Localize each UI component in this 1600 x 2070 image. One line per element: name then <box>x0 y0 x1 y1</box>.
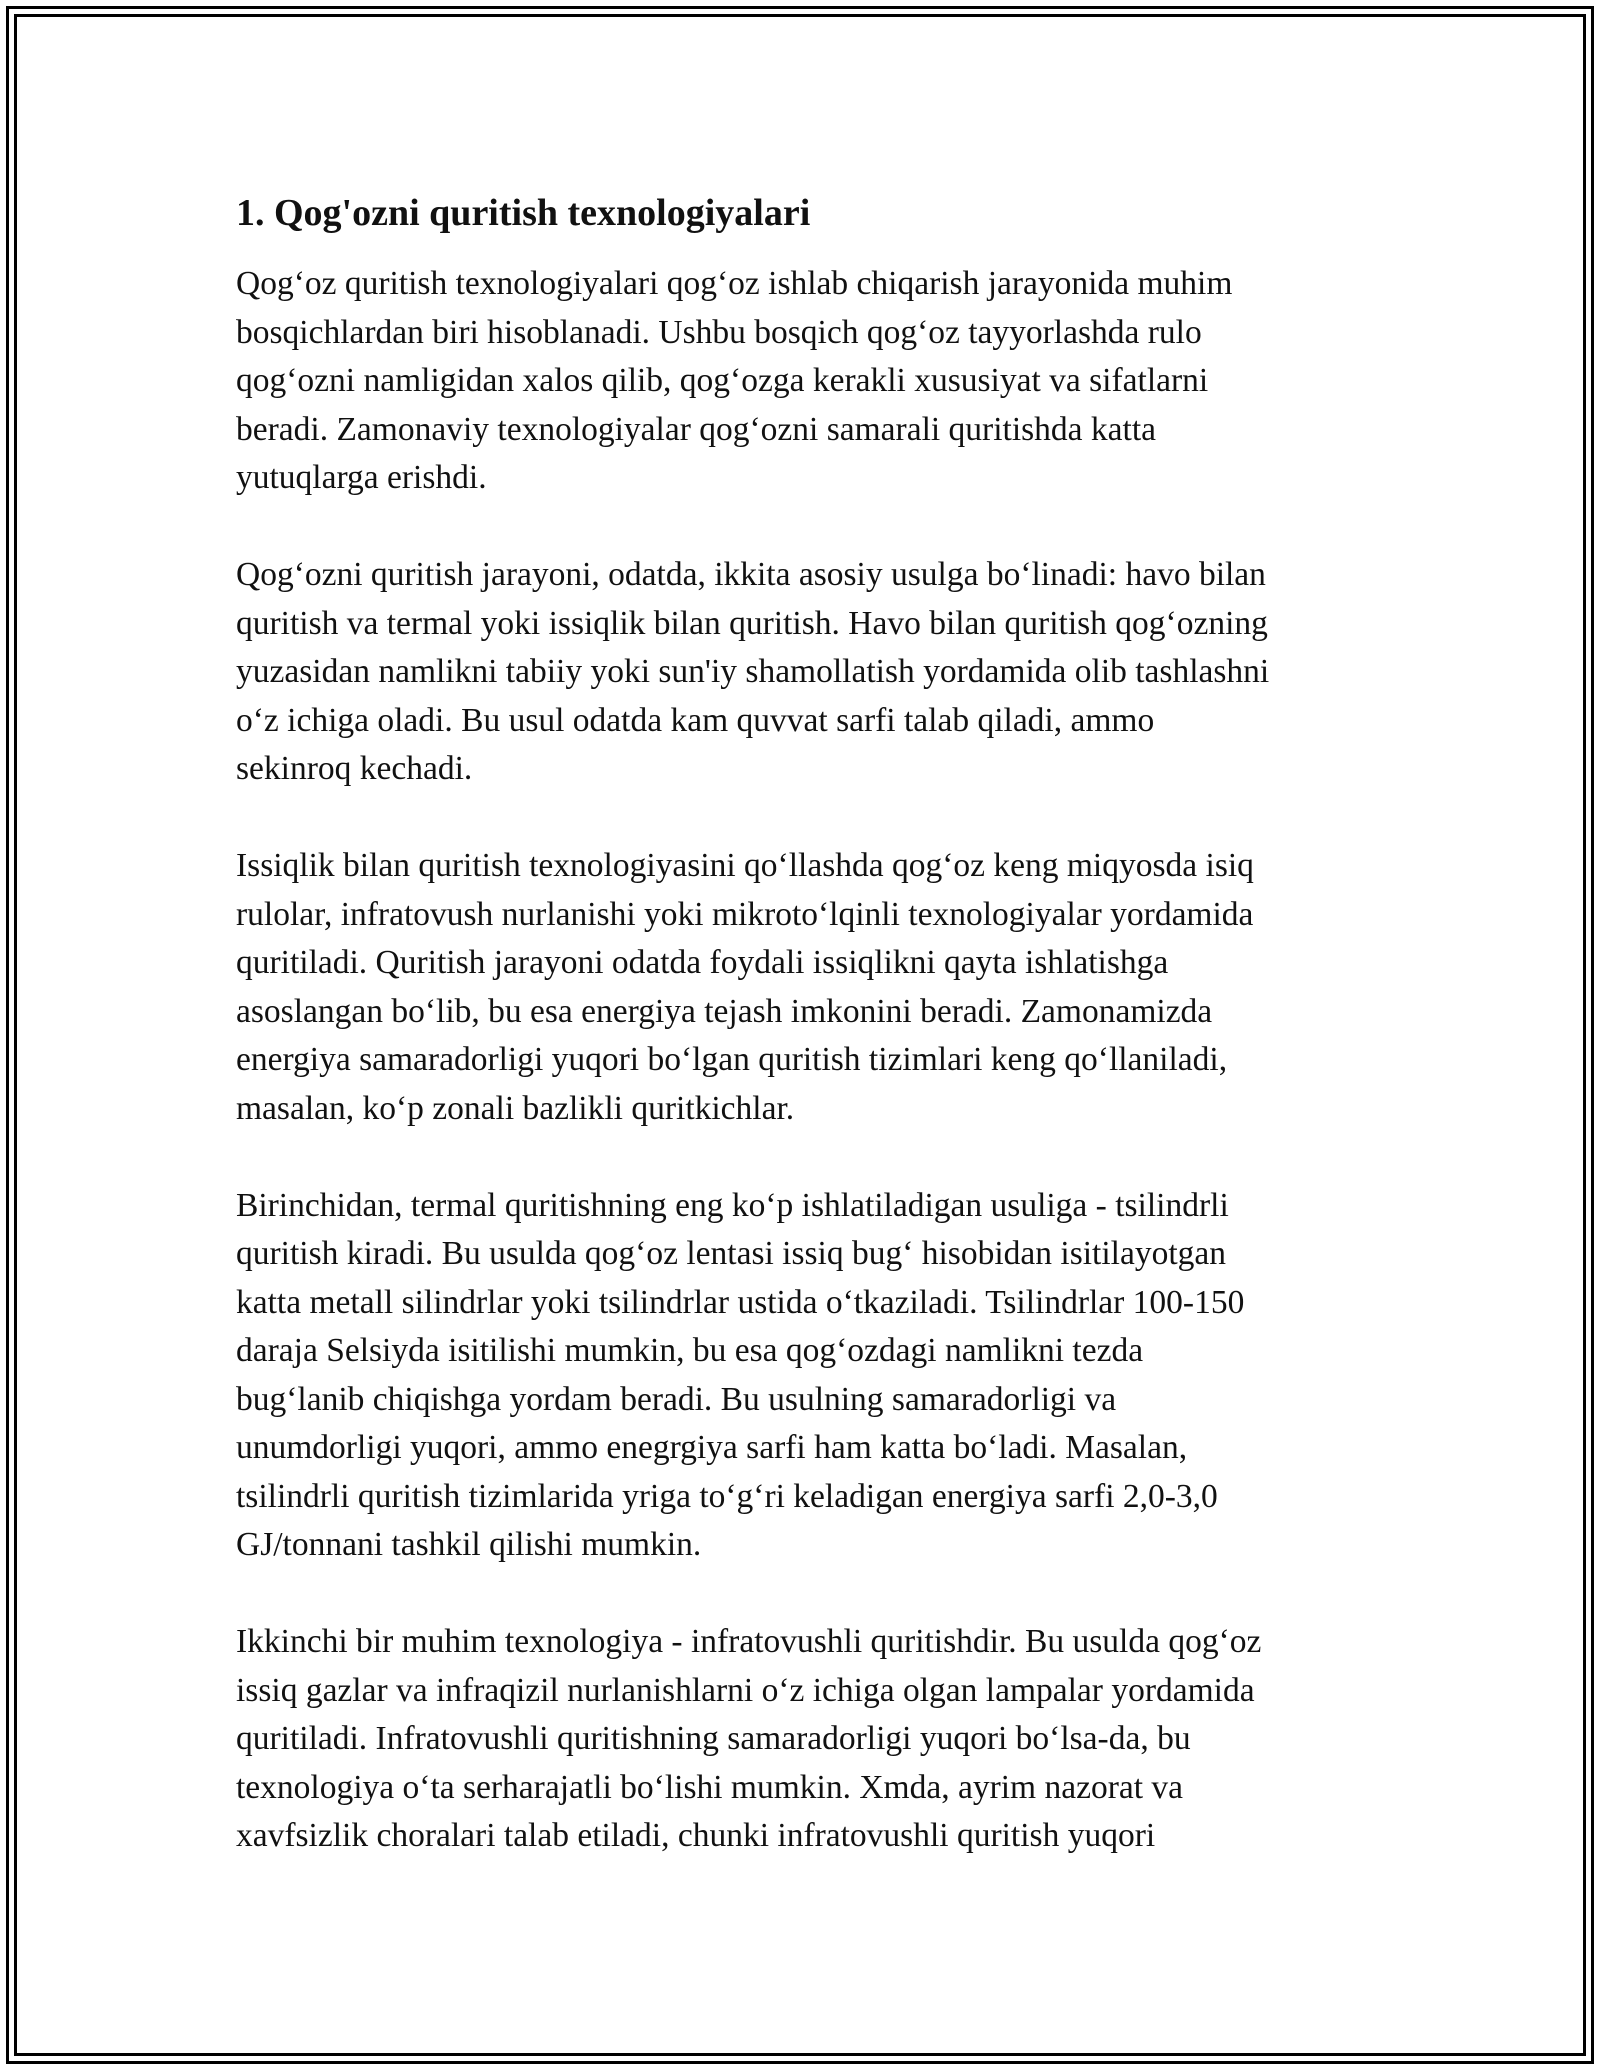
text-line: sekinroq kechadi. <box>236 750 473 787</box>
text-line: qog‘ozni namligidan xalos qilib, qog‘ozga kerakli xususiyat va sifatlarni <box>236 362 1209 399</box>
document-body <box>236 186 1381 1909</box>
text-line: asoslangan bo‘lib, bu esa energiya tejash imkonini beradi. Zamonamizda <box>236 992 1213 1030</box>
section-heading: 1. Qog'ozni quritish texnologiyalari <box>236 192 811 234</box>
text-line: beradi. Zamonaviy texnologiyalar qog‘ozni samarali quritishda katta <box>236 410 1157 448</box>
text-line: yuzasidan namlikni tabiiy yoki sun'iy shamollatish yordamida olib tashlashni <box>236 653 1270 690</box>
text-line: tsilindrli quritish tizimlarida yriga to‘g‘ri keladigan energiya sarfi 2,0-3,0 <box>236 1477 1218 1515</box>
text-line: bosqichlardan biri hisoblanadi. Ushbu bosqich qog‘oz tayyorlashda rulo <box>236 313 1202 351</box>
text-line: Qog‘ozni quritish jarayoni, odatda, ikkita asosiy usulga bo‘linadi: havo bilan <box>236 556 1266 593</box>
paragraph-1 <box>236 260 1381 503</box>
text-line: katta metall silindrlar yoki tsilindrlar ustida o‘tkaziladi. Tsilindrlar 100-150 <box>236 1283 1245 1321</box>
text-line: texnologiya o‘ta serharajatli bo‘lishi mumkin. Xmda, ayrim nazorat va <box>236 1768 1184 1806</box>
text-line: rulolar, infratovush nurlanishi yoki mikroto‘lqinli texnologiyalar yordamida <box>236 895 1254 933</box>
text-line: masalan, ko‘p zonali bazlikli quritkichlar. <box>236 1089 795 1127</box>
text-line: xavfsizlik choralari talab etiladi, chunki infratovushli quritish yuqori <box>236 1817 1156 1854</box>
text-line: quritish kiradi. Bu usulda qog‘oz lentasi issiq bug‘ hisobidan isitilayotgan <box>236 1235 1227 1272</box>
text-line: GJ/tonnani tashkil qilishi mumkin. <box>236 1526 702 1563</box>
text-line: Issiqlik bilan quritish texnologiyasini qo‘llashda qog‘oz keng miqyosda isiq <box>236 847 1254 884</box>
paragraph-5 <box>236 1618 1381 1861</box>
text-line: Ikkinchi bir muhim texnologiya - infratovushli quritishdir. Bu usulda qog‘oz <box>236 1623 1262 1660</box>
text-line: Birinchidan, termal quritishning eng ko‘p ishlatiladigan usuliga - tsilindrli <box>236 1186 1229 1224</box>
text-line: yutuqlarga erishdi. <box>236 459 487 496</box>
text-line: issiq gazlar va infraqizil nurlanishlarni o‘z ichiga olgan lampalar yordamida <box>236 1671 1255 1709</box>
text-line: quritish va termal yoki issiqlik bilan quritish. Havo bilan quritish qog‘ozning <box>236 604 1268 642</box>
text-line: quritiladi. Quritish jarayoni odatda foydali issiqlikni qayta ishlatishga <box>236 944 1169 981</box>
text-line: o‘z ichiga oladi. Bu usul odatda kam quvvat sarfi talab qiladi, ammo <box>236 701 1155 739</box>
paragraph-4 <box>236 1182 1381 1570</box>
text-line: bug‘lanib chiqishga yordam beradi. Bu usulning samaradorligi va <box>236 1380 1117 1418</box>
text-line: unumdorligi yuqori, ammo enegrgiya sarfi ham katta bo‘ladi. Masalan, <box>236 1429 1188 1466</box>
text-line: Qog‘oz quritish texnologiyalari qog‘oz ishlab chiqarish jarayonida muhim <box>236 265 1233 302</box>
text-line: daraja Selsiyda isitilishi mumkin, bu esa qog‘ozdagi namlikni tezda <box>236 1332 1144 1369</box>
paragraph-3 <box>236 842 1381 1133</box>
text-line: energiya samaradorligi yuqori bo‘lgan quritish tizimlari keng qo‘llaniladi, <box>236 1041 1228 1078</box>
paragraph-2 <box>236 551 1381 794</box>
text-line: quritiladi. Infratovushli quritishning samaradorligi yuqori bo‘lsa-da, bu <box>236 1720 1191 1757</box>
